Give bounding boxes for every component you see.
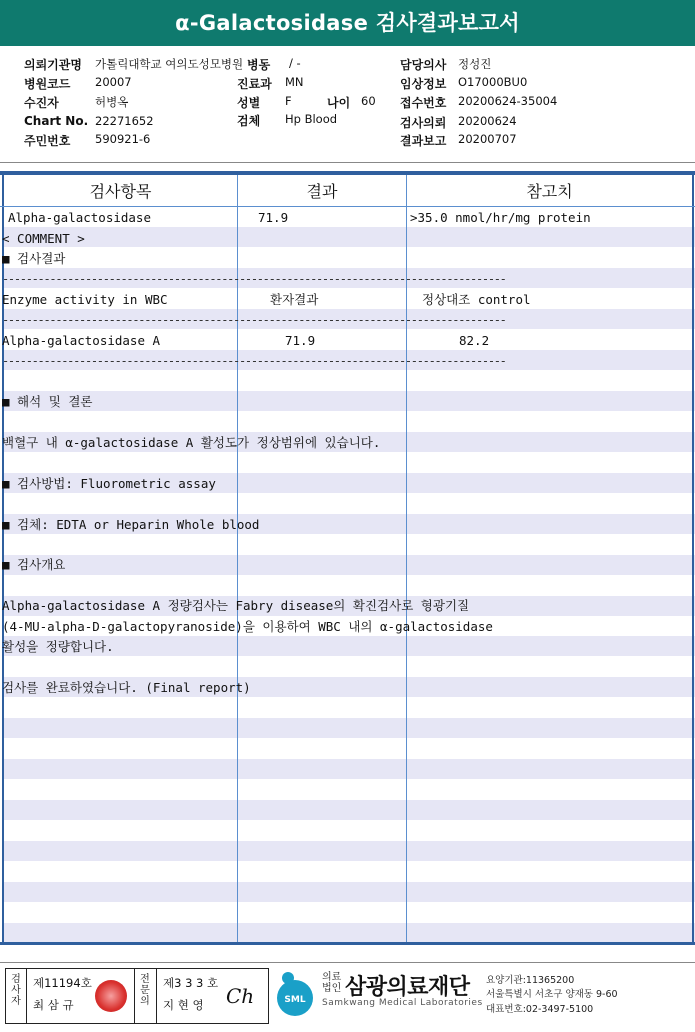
enzyme-name: Alpha-galactosidase A — [2, 333, 161, 348]
grid-row — [3, 882, 695, 902]
interpretation-text: 백혈구 내 α-galactosidase A 활성도가 정상범위에 있습니다. — [2, 435, 381, 450]
grid-row — [3, 943, 695, 963]
overview-line-2: (4-MU-alpha-D-galactopyranoside)을 이용하여 WBC 내의 α-galactosidase — [2, 619, 493, 634]
dash-divider: ------------------------------------------------------------------------------------- — [2, 354, 506, 368]
dash-divider: ------------------------------------------------------------------------------------- — [2, 272, 506, 286]
grid-row — [3, 248, 695, 268]
comment-heading: < COMMENT > — [2, 231, 85, 246]
department-label: 진료과 — [237, 77, 272, 91]
grid-row — [3, 923, 695, 943]
grid-row — [3, 493, 695, 513]
age: 60 — [361, 94, 376, 108]
logo-text: SML — [284, 995, 306, 1005]
grid-row — [3, 227, 695, 247]
grid-row — [3, 861, 695, 881]
section-overview: ■ 검사개요 — [2, 557, 66, 572]
grid-row — [3, 371, 695, 391]
specimen: Hp Blood — [285, 112, 338, 126]
overview-line-1: Alpha-galactosidase A 정량검사는 Fabry disease의 확진검사로 형광기질 — [2, 598, 470, 613]
section-test-result: ■ 검사결과 — [2, 251, 66, 266]
org-prefix-1: 의료 — [322, 972, 342, 983]
inspector-vertical-label: 검사자 — [11, 974, 21, 1007]
grid-row — [3, 841, 695, 861]
grid-row — [3, 800, 695, 820]
grid-row — [3, 902, 695, 922]
grid-row — [3, 452, 695, 472]
column-header-reference: 참고치 — [526, 182, 573, 201]
doctor-vertical-label: 전문의 — [140, 974, 150, 1007]
sml-logo-icon — [273, 970, 317, 1018]
grid-row — [3, 657, 695, 677]
report-title: α-Galactosidase 검사결과보고서 — [175, 11, 520, 35]
grid-row — [3, 575, 695, 595]
org-name: 삼광의료재단 — [345, 975, 470, 1000]
attending-physician-label: 담당의사 — [400, 58, 447, 72]
signature-divider — [156, 968, 157, 1024]
header-underline — [0, 206, 695, 207]
department: MN — [285, 75, 304, 89]
patient-name: 허병옥 — [95, 95, 129, 109]
seal-stamp-icon — [95, 980, 127, 1012]
ward: / - — [289, 56, 301, 70]
table-right-border — [692, 175, 694, 945]
hospital-code-label: 병원코드 — [24, 77, 71, 91]
grid-row — [3, 391, 695, 411]
doctor-license: 제3 3 3 호 — [163, 976, 219, 990]
receipt-no-label: 접수번호 — [400, 96, 447, 110]
grid-row — [3, 759, 695, 779]
final-report-note: 검사를 완료하였습니다. (Final report) — [2, 680, 251, 695]
clinical-info: O17000BU0 — [458, 75, 528, 89]
grid-row — [3, 555, 695, 575]
table-bottom-border — [0, 942, 695, 945]
control-column-header: 정상대조 control — [422, 292, 531, 307]
signature-divider — [134, 968, 135, 1024]
enzyme-column-header: Enzyme activity in WBC — [2, 292, 168, 307]
doctor-name: 지 현 영 — [163, 998, 204, 1012]
org-code: 요양기관:11365200 — [486, 975, 575, 986]
clinical-info-label: 임상정보 — [400, 77, 447, 91]
section-interpretation: ■ 해석 및 결론 — [2, 394, 93, 409]
org-phone: 대표번호:02-3497-5100 — [486, 1004, 594, 1015]
signature-divider — [26, 968, 27, 1024]
doctor-signature: Ch — [226, 984, 255, 1008]
column-header-result: 결과 — [306, 182, 338, 201]
receipt-no: 20200624-35004 — [458, 94, 558, 108]
patient-column-header: 환자결과 — [270, 292, 319, 307]
inspector-name: 최 삼 규 — [33, 998, 74, 1012]
grid-row — [3, 534, 695, 554]
column-divider — [237, 175, 238, 943]
footer-divider — [0, 962, 695, 963]
inspector-license: 제11194호 — [33, 976, 92, 990]
grid-row — [3, 821, 695, 841]
chart-no-label: Chart No. — [24, 114, 89, 128]
chart-no: 22271652 — [95, 114, 154, 128]
org-english-name: Samkwang Medical Laboratories — [322, 998, 483, 1008]
column-divider — [406, 175, 407, 943]
org-prefix-2: 법인 — [322, 983, 342, 994]
age-label: 나이 — [327, 96, 351, 110]
grid-row — [3, 698, 695, 718]
control-value: 82.2 — [459, 333, 490, 348]
attending-physician: 정성진 — [458, 57, 492, 71]
test-result: 71.9 — [258, 210, 289, 225]
resident-no-label: 주민번호 — [24, 134, 71, 148]
hospital-code: 20007 — [95, 75, 132, 89]
sex: F — [285, 94, 292, 108]
dash-divider: ------------------------------------------------------------------------------------- — [2, 313, 506, 327]
test-method: ■ 검사방법: Fluorometric assay — [2, 476, 216, 491]
requesting-institution-label: 의뢰기관명 — [24, 58, 82, 72]
request-date: 20200624 — [458, 114, 517, 128]
grid-row — [3, 780, 695, 800]
column-header-item: 검사항목 — [89, 182, 152, 201]
specimen-label: 검체 — [237, 114, 261, 128]
org-address: 서울특별시 서초구 양재동 9-60 — [486, 989, 618, 1000]
requesting-institution: 가톨릭대학교 여의도성모병원 — [95, 57, 244, 71]
request-date-label: 검사의뢰 — [400, 116, 447, 130]
grid-row — [3, 412, 695, 432]
patient-value: 71.9 — [285, 333, 316, 348]
divider — [0, 162, 695, 163]
test-item: Alpha-galactosidase — [8, 210, 151, 225]
reference-range: >35.0 nmol/hr/mg protein — [410, 210, 591, 225]
ward-label: 병동 — [247, 58, 271, 72]
test-specimen: ■ 검체: EDTA or Heparin Whole blood — [2, 517, 260, 532]
report-date-label: 결과보고 — [400, 134, 447, 148]
grid-row — [3, 739, 695, 759]
overview-line-3: 활성을 정량합니다. — [2, 639, 114, 654]
grid-row — [3, 718, 695, 738]
table-top-border — [0, 171, 695, 175]
sex-label: 성별 — [237, 96, 261, 110]
patient-label: 수진자 — [24, 96, 59, 110]
resident-no: 590921-6 — [95, 132, 151, 146]
report-date: 20200707 — [458, 132, 517, 146]
